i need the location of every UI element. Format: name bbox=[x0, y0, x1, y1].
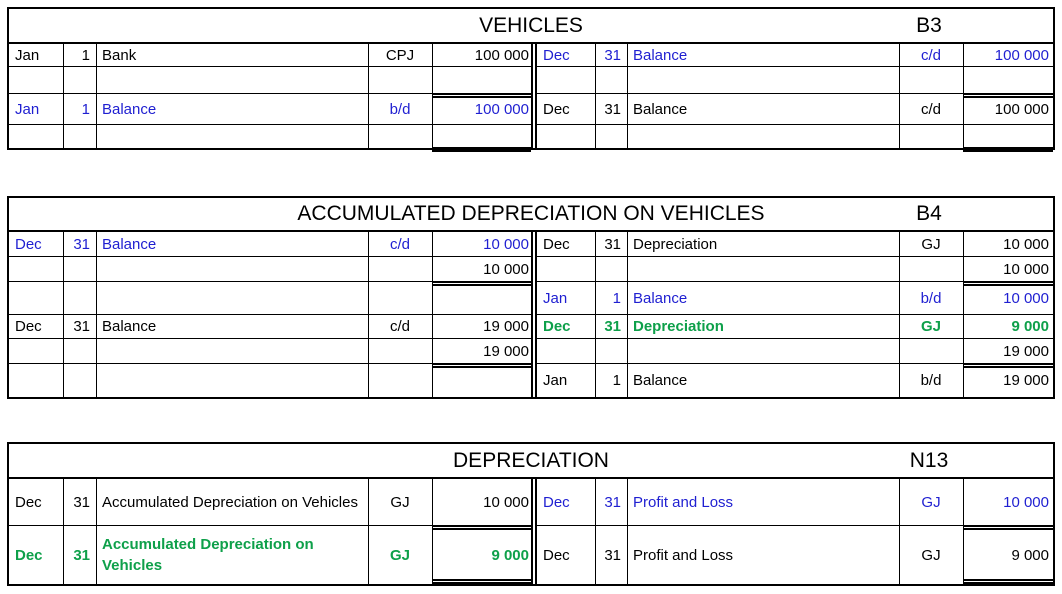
column-rule bbox=[63, 232, 64, 397]
column-rule bbox=[432, 479, 433, 584]
entry-month bbox=[9, 364, 63, 397]
entry-details: Depreciation bbox=[633, 235, 718, 253]
entry-details: Bank bbox=[102, 46, 137, 64]
account-folio-code: N13 bbox=[909, 448, 949, 472]
entry-folio: GJ bbox=[921, 546, 941, 564]
entry-month bbox=[537, 339, 595, 363]
ledger-entry-row bbox=[537, 339, 1053, 364]
total-double-underline bbox=[963, 93, 1053, 98]
credit-side bbox=[537, 479, 1053, 584]
entry-amount: 19 000 bbox=[1003, 372, 1049, 389]
entry-amount: 19 000 bbox=[483, 342, 529, 360]
entry-amount: 10 000 bbox=[483, 493, 529, 511]
entry-folio bbox=[368, 67, 432, 93]
entry-folio: b/d bbox=[920, 372, 942, 389]
ledger-header bbox=[9, 444, 1053, 479]
column-rule bbox=[368, 232, 369, 397]
ledger-entry-row bbox=[9, 339, 531, 364]
column-rule bbox=[627, 232, 628, 397]
entry-amount bbox=[432, 125, 531, 148]
t-account-divider bbox=[531, 479, 537, 584]
entry-amount: 100 000 bbox=[474, 46, 529, 64]
total-double-underline bbox=[432, 363, 531, 368]
t-account-divider bbox=[531, 232, 537, 397]
ledger-entry-row bbox=[9, 479, 531, 526]
entry-month: Jan bbox=[15, 100, 40, 118]
entry-details: Balance bbox=[102, 318, 157, 335]
entry-details: Accumulated Depreciation on Vehicles bbox=[102, 493, 358, 511]
ledger-account bbox=[7, 196, 1055, 399]
column-rule bbox=[963, 232, 964, 397]
ledger-account bbox=[7, 442, 1055, 586]
entry-folio: c/d bbox=[920, 46, 941, 64]
ledger-entry-row bbox=[9, 282, 531, 315]
column-rule bbox=[63, 479, 64, 584]
entry-details: Profit and Loss bbox=[633, 546, 734, 564]
entry-day: 31 bbox=[73, 235, 90, 253]
total-double-underline bbox=[432, 525, 531, 530]
entry-day bbox=[63, 125, 96, 148]
entry-amount: 100 000 bbox=[994, 46, 1049, 64]
entry-details bbox=[627, 257, 899, 281]
ledger-entry-row bbox=[537, 526, 1053, 584]
credit-side bbox=[537, 232, 1053, 397]
column-rule bbox=[595, 479, 596, 584]
column-rule bbox=[627, 479, 628, 584]
column-rule bbox=[432, 232, 433, 397]
entry-details: Accumulated Depreciation on Vehicles bbox=[102, 536, 314, 574]
debit-side bbox=[9, 44, 531, 148]
entry-details bbox=[627, 125, 899, 148]
ledger-entry-row bbox=[537, 94, 1053, 125]
ledger-entry-row bbox=[537, 282, 1053, 315]
entry-folio bbox=[368, 339, 432, 363]
ledger-entry-row bbox=[537, 479, 1053, 526]
ledger-entry-row bbox=[537, 125, 1053, 148]
entry-day: 1 bbox=[81, 46, 90, 64]
entry-folio bbox=[368, 257, 432, 281]
entry-day: 1 bbox=[612, 289, 621, 307]
entry-month bbox=[537, 257, 595, 281]
entry-amount: 100 000 bbox=[994, 100, 1049, 118]
entry-amount bbox=[963, 125, 1053, 148]
ledger-entry-row bbox=[537, 315, 1053, 339]
ledger-body bbox=[9, 479, 1053, 584]
entry-folio bbox=[368, 364, 432, 397]
entry-folio: b/d bbox=[920, 289, 942, 307]
entry-amount bbox=[432, 282, 531, 314]
entry-details bbox=[627, 67, 899, 93]
entry-details: Profit and Loss bbox=[633, 493, 734, 511]
total-double-underline bbox=[963, 147, 1053, 152]
entry-details: Balance bbox=[633, 289, 688, 307]
entry-month: Jan bbox=[15, 46, 40, 64]
entry-month bbox=[9, 67, 63, 93]
column-rule bbox=[595, 44, 596, 148]
entry-day: 31 bbox=[604, 493, 621, 511]
column-rule bbox=[963, 479, 964, 584]
total-double-underline bbox=[432, 93, 531, 98]
entry-folio: CPJ bbox=[385, 46, 415, 64]
entry-month: Dec bbox=[543, 46, 570, 64]
ledger-body bbox=[9, 232, 1053, 397]
entry-folio: c/d bbox=[389, 318, 410, 335]
entry-day: 31 bbox=[604, 235, 621, 253]
entry-amount: 9 000 bbox=[1011, 318, 1049, 335]
column-rule bbox=[899, 232, 900, 397]
total-double-underline bbox=[432, 147, 531, 152]
entry-month: Dec bbox=[15, 546, 43, 564]
total-double-underline bbox=[963, 525, 1053, 530]
t-account-divider bbox=[531, 44, 537, 148]
column-rule bbox=[595, 232, 596, 397]
ledger-entry-row bbox=[537, 232, 1053, 257]
entry-month: Dec bbox=[15, 493, 42, 511]
entry-amount: 10 000 bbox=[1003, 260, 1049, 278]
total-double-underline bbox=[432, 281, 531, 286]
entry-amount bbox=[432, 364, 531, 397]
entry-day: 31 bbox=[604, 100, 621, 118]
ledger-entry-row bbox=[9, 44, 531, 67]
total-double-underline bbox=[432, 579, 531, 584]
entry-day bbox=[63, 339, 96, 363]
entry-month: Jan bbox=[543, 372, 568, 389]
entry-folio: GJ bbox=[921, 493, 941, 511]
column-rule bbox=[368, 479, 369, 584]
total-double-underline bbox=[963, 281, 1053, 286]
entry-details bbox=[96, 364, 368, 397]
ledger-entry-row bbox=[9, 94, 531, 125]
entry-folio bbox=[899, 257, 963, 281]
account-title: VEHICLES bbox=[479, 13, 583, 37]
entry-day bbox=[63, 282, 96, 314]
ledger-entry-row bbox=[9, 315, 531, 339]
ledger-entry-row bbox=[9, 67, 531, 94]
column-rule bbox=[899, 44, 900, 148]
entry-day bbox=[595, 67, 627, 93]
entry-month bbox=[9, 339, 63, 363]
account-folio-code: B3 bbox=[916, 13, 942, 37]
credit-side bbox=[537, 44, 1053, 148]
column-rule bbox=[96, 479, 97, 584]
entry-day bbox=[63, 364, 96, 397]
entry-details: Balance bbox=[633, 372, 688, 389]
entry-month: Dec bbox=[543, 318, 571, 335]
entry-amount: 10 000 bbox=[1003, 289, 1049, 307]
entry-details bbox=[627, 339, 899, 363]
entry-folio: GJ bbox=[390, 493, 410, 511]
ledger-entry-row bbox=[9, 125, 531, 148]
debit-side bbox=[9, 479, 531, 584]
entry-month bbox=[9, 282, 63, 314]
entry-details: Balance bbox=[633, 46, 688, 64]
ledger-entry-row bbox=[9, 257, 531, 282]
entry-folio bbox=[899, 339, 963, 363]
column-rule bbox=[63, 44, 64, 148]
ledger-entry-row bbox=[9, 232, 531, 257]
entry-amount bbox=[963, 67, 1053, 93]
entry-details: Balance bbox=[102, 100, 157, 118]
entry-month: Dec bbox=[15, 235, 42, 253]
column-rule bbox=[899, 479, 900, 584]
total-double-underline bbox=[963, 363, 1053, 368]
entry-amount: 19 000 bbox=[483, 318, 529, 335]
entry-details bbox=[96, 282, 368, 314]
entry-folio: c/d bbox=[389, 235, 410, 253]
entry-folio: GJ bbox=[389, 546, 410, 564]
entry-day: 31 bbox=[604, 546, 621, 564]
entry-day bbox=[595, 257, 627, 281]
entry-month: Dec bbox=[15, 318, 42, 335]
entry-details bbox=[96, 67, 368, 93]
entry-day: 31 bbox=[73, 318, 90, 335]
entry-month: Jan bbox=[543, 289, 568, 307]
account-folio-code: B4 bbox=[916, 202, 942, 225]
entry-folio: GJ bbox=[921, 235, 941, 253]
ledger-entry-row bbox=[537, 67, 1053, 94]
entry-folio bbox=[899, 67, 963, 93]
entry-month bbox=[9, 125, 63, 148]
entry-details: Depreciation bbox=[633, 318, 724, 335]
entry-month: Dec bbox=[543, 546, 570, 564]
entry-day bbox=[595, 339, 627, 363]
entry-amount: 10 000 bbox=[483, 235, 529, 253]
entry-folio: c/d bbox=[920, 100, 941, 118]
entry-month: Dec bbox=[543, 235, 570, 253]
entry-folio: GJ bbox=[920, 318, 941, 335]
ledger-entry-row bbox=[537, 257, 1053, 282]
entry-day: 31 bbox=[604, 318, 621, 335]
entry-day: 31 bbox=[73, 493, 90, 511]
entry-day: 1 bbox=[81, 100, 90, 118]
entry-amount bbox=[432, 67, 531, 93]
entry-amount: 10 000 bbox=[1003, 235, 1049, 253]
entry-amount: 100 000 bbox=[474, 100, 529, 118]
ledger-entry-row bbox=[9, 526, 531, 584]
ledger-entry-row bbox=[9, 364, 531, 397]
entry-month bbox=[537, 125, 595, 148]
ledger-header bbox=[9, 9, 1053, 44]
entry-amount: 19 000 bbox=[1003, 342, 1049, 360]
entry-month bbox=[537, 67, 595, 93]
entry-day bbox=[63, 257, 96, 281]
entry-details bbox=[96, 125, 368, 148]
ledger-body bbox=[9, 44, 1053, 148]
entry-details: Balance bbox=[102, 235, 157, 253]
entry-folio bbox=[899, 125, 963, 148]
entry-amount: 10 000 bbox=[483, 260, 529, 278]
column-rule bbox=[368, 44, 369, 148]
column-rule bbox=[627, 44, 628, 148]
entry-details: Balance bbox=[633, 100, 688, 118]
entry-month bbox=[9, 257, 63, 281]
entry-amount: 10 000 bbox=[1003, 493, 1049, 511]
ledger-header bbox=[9, 198, 1053, 232]
debit-side bbox=[9, 232, 531, 397]
entry-details bbox=[96, 257, 368, 281]
ledger-entry-row bbox=[537, 44, 1053, 67]
account-title: ACCUMULATED DEPRECIATION ON VEHICLES bbox=[297, 202, 765, 225]
entry-day: 31 bbox=[604, 46, 621, 64]
ledger-account bbox=[7, 7, 1055, 150]
total-double-underline bbox=[963, 579, 1053, 584]
ledger-entry-row bbox=[537, 364, 1053, 397]
column-rule bbox=[96, 232, 97, 397]
entry-amount: 9 000 bbox=[491, 546, 529, 564]
entry-day: 1 bbox=[612, 372, 621, 389]
entry-folio bbox=[368, 282, 432, 314]
entry-amount: 9 000 bbox=[1011, 546, 1049, 564]
entry-month: Dec bbox=[543, 100, 570, 118]
entry-day: 31 bbox=[73, 546, 90, 564]
entry-folio: b/d bbox=[389, 100, 411, 118]
entry-details bbox=[96, 339, 368, 363]
entry-month: Dec bbox=[543, 493, 570, 511]
column-rule bbox=[96, 44, 97, 148]
account-title: DEPRECIATION bbox=[453, 448, 609, 472]
entry-day bbox=[595, 125, 627, 148]
entry-folio bbox=[368, 125, 432, 148]
entry-day bbox=[63, 67, 96, 93]
